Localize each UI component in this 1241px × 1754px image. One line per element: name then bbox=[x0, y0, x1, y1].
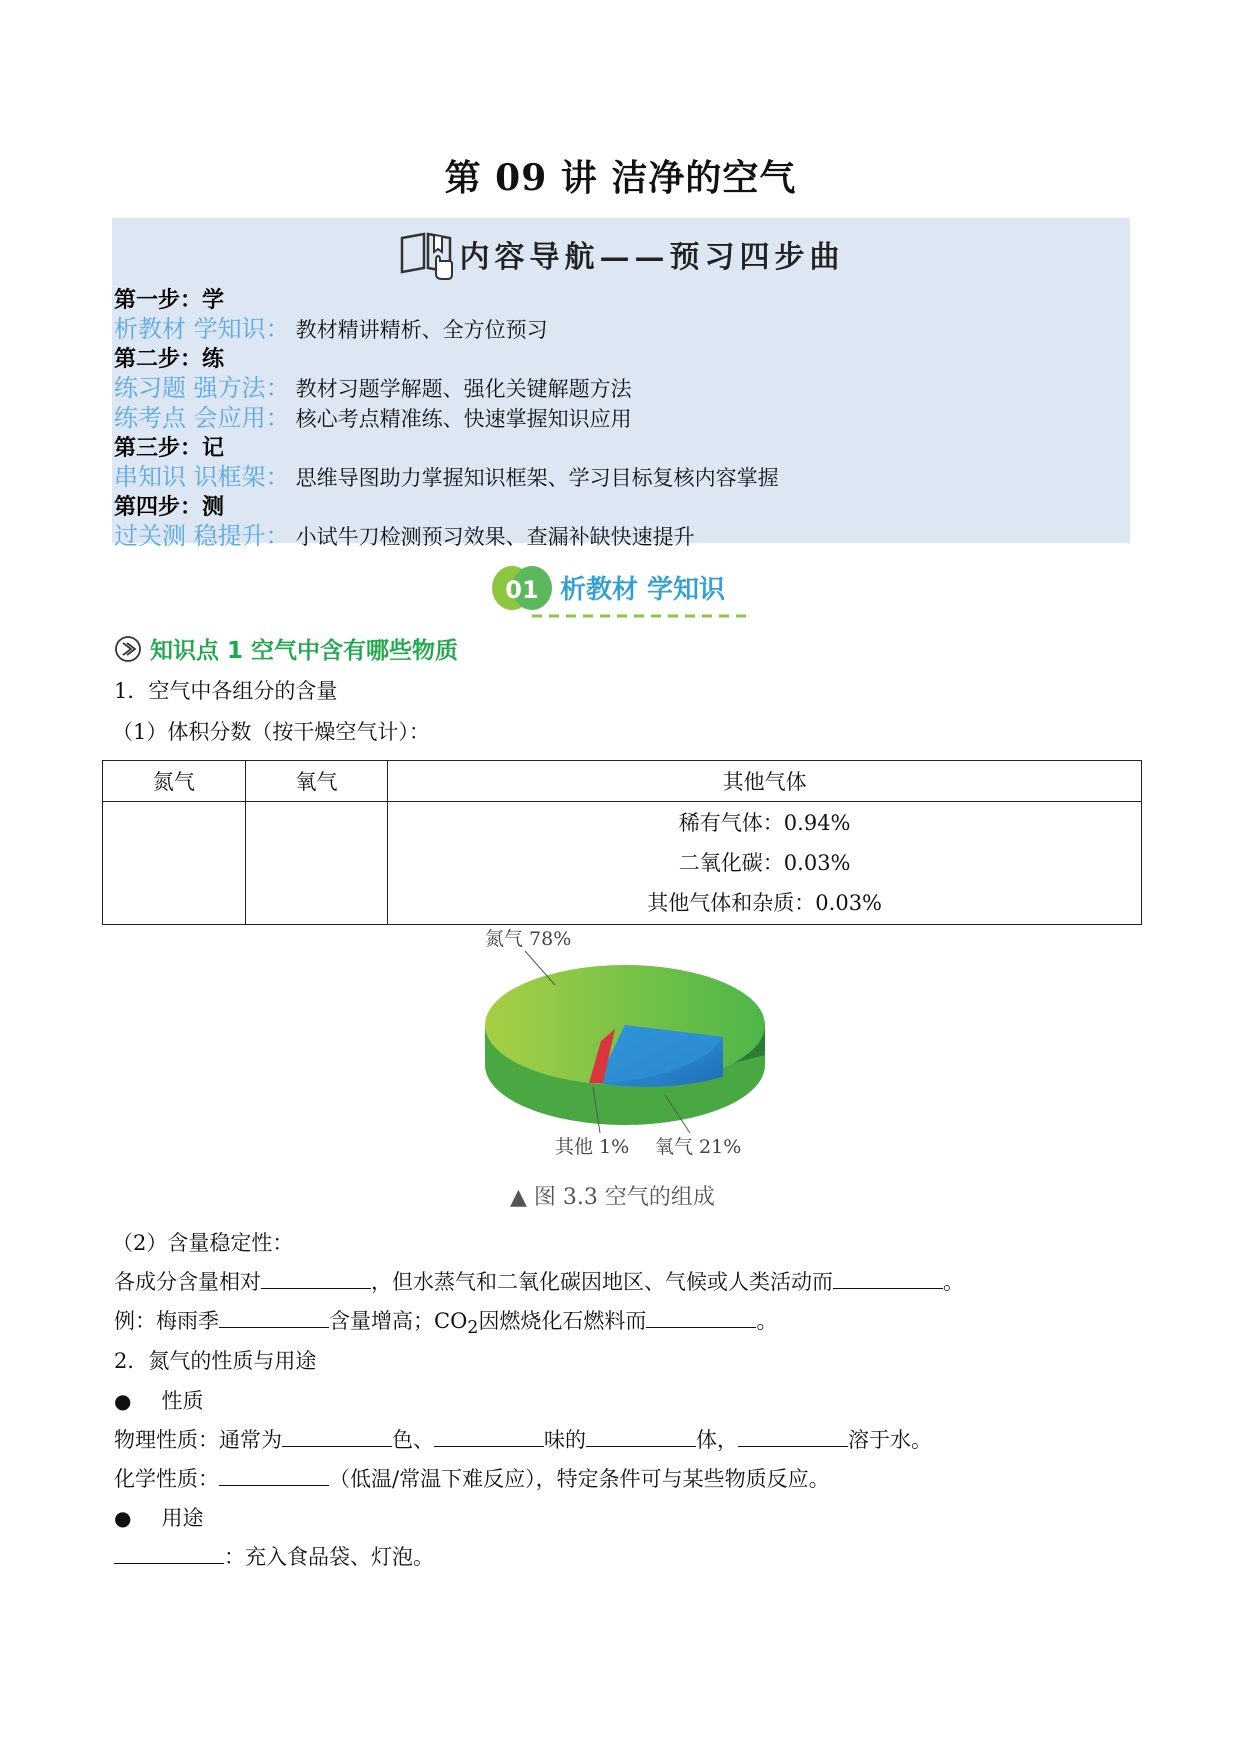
book-pointer-icon bbox=[398, 230, 456, 288]
nav-desc: 教材精讲精析、全方位预习 bbox=[295, 318, 548, 342]
nav-line bbox=[114, 315, 1114, 345]
para-5 bbox=[114, 1305, 777, 1338]
nav-panel bbox=[112, 218, 1130, 550]
text-segment: （低温/常温下难反应），特定条件可与某些物质反应。 bbox=[329, 1467, 830, 1491]
bullet-icon: ● bbox=[114, 1389, 132, 1413]
nav-keyword: 析教材 学知识： bbox=[114, 315, 290, 343]
para-9 bbox=[114, 1541, 434, 1571]
nav-line bbox=[114, 404, 1114, 434]
label-other: 其他 1% bbox=[555, 1136, 630, 1158]
nav-header-text: 内容导航——预习四步曲 bbox=[459, 240, 845, 275]
label-nitrogen: 氮气 78% bbox=[485, 928, 572, 950]
step-2: 第二步：练 bbox=[114, 346, 225, 372]
fill-blank[interactable] bbox=[738, 1426, 848, 1447]
text-segment: 因燃烧化石燃料而 bbox=[478, 1309, 647, 1333]
cell-nitrogen-blank bbox=[103, 802, 246, 925]
label-oxygen: 氧气 21% bbox=[655, 1136, 742, 1158]
other-row: 二氧化碳：0.03% bbox=[678, 851, 851, 875]
text-segment: 色、 bbox=[392, 1428, 434, 1452]
para-4 bbox=[114, 1266, 964, 1296]
nav-header bbox=[112, 230, 1130, 288]
step-3: 第三步：记 bbox=[114, 435, 225, 461]
para-1: 1．空气中各组分的含量 bbox=[114, 679, 338, 703]
nav-line bbox=[114, 374, 1114, 404]
nav-keyword: 练考点 会应用： bbox=[114, 404, 290, 432]
fill-blank[interactable] bbox=[261, 1268, 371, 1289]
para-6: 2．氮气的性质与用途 bbox=[114, 1349, 317, 1373]
section-badge-number: 01 bbox=[505, 576, 539, 604]
step-4: 第四步：测 bbox=[114, 494, 225, 520]
air-composition-pie bbox=[465, 915, 785, 1165]
fill-blank[interactable] bbox=[219, 1465, 329, 1486]
text-segment: 含量增高；CO bbox=[329, 1309, 468, 1333]
nav-keyword: 过关测 稳提升： bbox=[114, 522, 290, 550]
fill-blank[interactable] bbox=[833, 1268, 943, 1289]
nav-line bbox=[114, 463, 1114, 493]
kp-title-text: 知识点 1 空气中含有哪些物质 bbox=[150, 638, 459, 664]
header-oxygen: 氧气 bbox=[245, 761, 388, 802]
bullet-uses bbox=[114, 1502, 203, 1532]
figure-caption: ▲ 图 3.3 空气的组成 bbox=[510, 1185, 715, 1210]
para-7 bbox=[114, 1424, 932, 1454]
text-segment: 体， bbox=[696, 1428, 738, 1452]
para-2: （1）体积分数（按干燥空气计）： bbox=[112, 720, 430, 744]
text-segment: 例：梅雨季 bbox=[114, 1309, 219, 1333]
text-segment: 。 bbox=[943, 1270, 964, 1294]
fill-blank[interactable] bbox=[434, 1426, 544, 1447]
fill-blank[interactable] bbox=[219, 1307, 329, 1328]
nav-steps bbox=[114, 286, 1114, 552]
bullet-label: 性质 bbox=[161, 1389, 204, 1413]
composition-table bbox=[102, 760, 1142, 925]
text-segment: 味的 bbox=[544, 1428, 586, 1452]
nav-desc: 核心考点精准练、快速掌握知识应用 bbox=[295, 407, 632, 431]
nav-line bbox=[114, 522, 1114, 552]
nav-desc: 教材习题学解题、强化关键解题方法 bbox=[295, 377, 632, 401]
page-title: 第 09 讲 洁净的空气 bbox=[444, 157, 797, 199]
knowledge-point-title bbox=[114, 632, 458, 669]
subscript: 2 bbox=[467, 1318, 479, 1339]
text-segment: 。 bbox=[756, 1309, 778, 1333]
nav-desc: 小试牛刀检测预习效果、查漏补缺快速提升 bbox=[295, 525, 695, 549]
text-segment: 化学性质： bbox=[114, 1467, 219, 1491]
header-nitrogen: 氮气 bbox=[103, 761, 246, 802]
bullet-icon: ● bbox=[114, 1506, 132, 1530]
cell-oxygen-blank bbox=[245, 802, 388, 925]
other-row: 稀有气体：0.94% bbox=[678, 811, 851, 835]
cell-other bbox=[388, 802, 1142, 925]
section-badge-label: 析教材 学知识 bbox=[560, 575, 726, 605]
step-1: 第一步：学 bbox=[114, 287, 225, 313]
nav-keyword: 练习题 强方法： bbox=[114, 374, 290, 402]
para-8 bbox=[114, 1463, 830, 1493]
text-segment: 溶于水。 bbox=[848, 1428, 932, 1452]
fill-blank[interactable] bbox=[282, 1426, 392, 1447]
nav-desc: 思维导图助力掌握知识框架、学习目标复核内容掌握 bbox=[295, 466, 779, 490]
fill-blank[interactable] bbox=[646, 1307, 756, 1328]
text-segment: 物理性质：通常为 bbox=[114, 1428, 282, 1452]
arrow-circle-icon bbox=[114, 635, 144, 669]
para-3: （2）含量稳定性： bbox=[112, 1231, 294, 1255]
header-other: 其他气体 bbox=[388, 761, 1142, 802]
other-row: 其他气体和杂质：0.03% bbox=[647, 891, 883, 915]
fill-blank[interactable] bbox=[586, 1426, 696, 1447]
nav-keyword: 串知识 识框架： bbox=[114, 463, 290, 491]
text-segment: ：充入食品袋、灯泡。 bbox=[224, 1545, 434, 1569]
section-badge bbox=[488, 560, 788, 620]
text-segment: 各成分含量相对 bbox=[114, 1270, 261, 1294]
fill-blank[interactable] bbox=[114, 1543, 224, 1564]
bullet-properties bbox=[114, 1385, 203, 1415]
text-segment: ，但水蒸气和二氧化碳因地区、气候或人类活动而 bbox=[371, 1270, 833, 1294]
bullet-label: 用途 bbox=[161, 1506, 204, 1530]
